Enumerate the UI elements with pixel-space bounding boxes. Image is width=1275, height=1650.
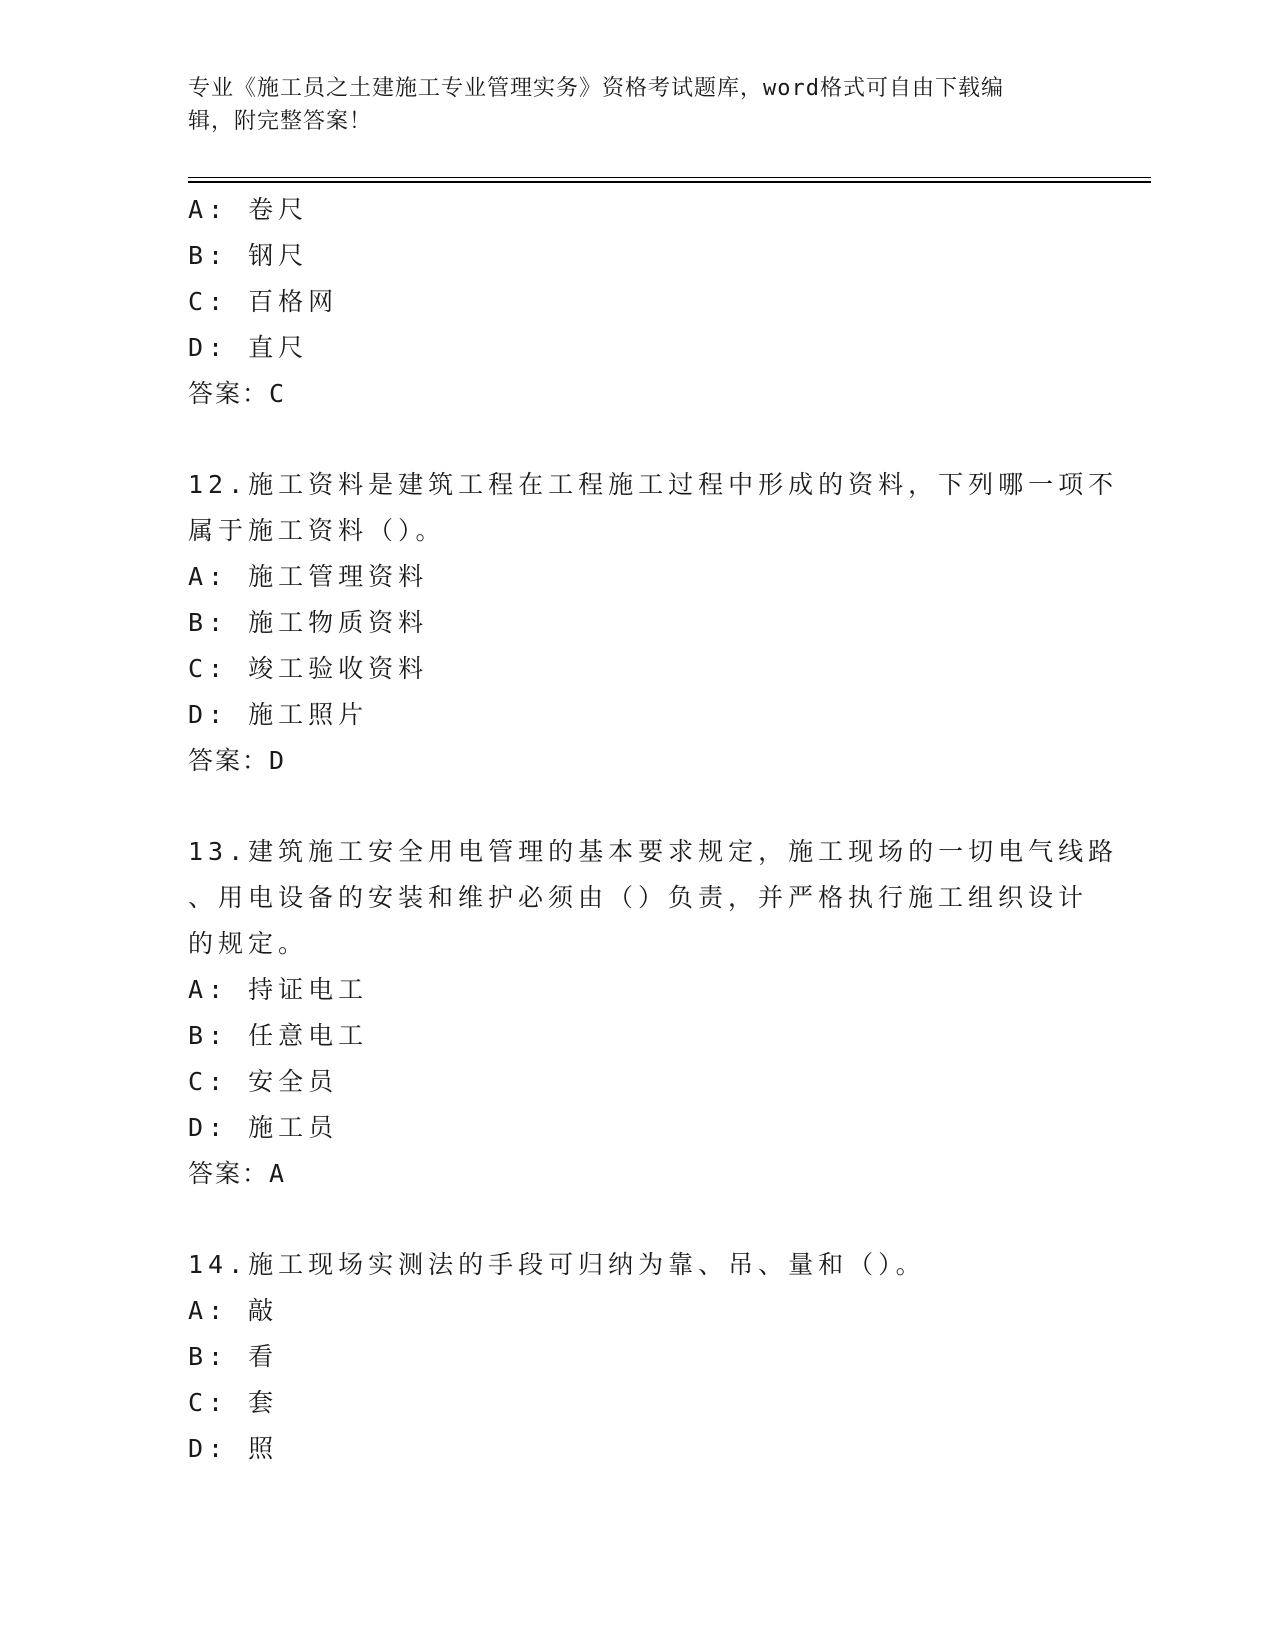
- answer-line: 答案：A: [188, 1159, 287, 1188]
- option-d: D: 照: [188, 1434, 279, 1463]
- stem-line: 的规定。: [188, 929, 309, 958]
- answer-line: 答案：C: [188, 379, 287, 408]
- question-14: [188, 1242, 1088, 1472]
- option-a: A: 敲: [188, 1296, 279, 1325]
- header-divider-thick: [188, 181, 1151, 183]
- header-line-2: 辑，附完整答案！: [188, 109, 373, 134]
- stem-line: 、用电设备的安装和维护必须由（）负责，并严格执行施工组织设计: [188, 883, 1089, 912]
- option-b: B: 施工物质资料: [188, 608, 429, 637]
- document-header: [188, 72, 1068, 138]
- stem-line: 14.施工现场实测法的手段可归纳为靠、吊、量和（）。: [188, 1250, 926, 1279]
- option-d: D: 施工员: [188, 1113, 339, 1142]
- question-stem: [188, 1242, 1088, 1288]
- option-b: B: 任意电工: [188, 1021, 369, 1050]
- stem-line: 12.施工资料是建筑工程在工程施工过程中形成的资料，下列哪一项不: [188, 470, 1119, 499]
- answer-line: 答案：D: [188, 746, 287, 775]
- option-d: D: 直尺: [188, 333, 309, 362]
- option-c: C: 套: [188, 1388, 279, 1417]
- option-c: C: 竣工验收资料: [188, 654, 429, 683]
- option-b: B: 钢尺: [188, 241, 309, 270]
- option-a: A: 持证电工: [188, 975, 369, 1004]
- header-divider-thin: [188, 177, 1151, 178]
- stem-line: 属于施工资料（）。: [188, 516, 446, 545]
- option-c: C: 安全员: [188, 1067, 339, 1096]
- header-line-1: 专业《施工员之土建施工专业管理实务》资格考试题库，word格式可自由下载编: [188, 76, 1004, 101]
- question-13: [188, 829, 1119, 1197]
- option-a: A: 卷尺: [188, 195, 309, 224]
- question-11-continued: [188, 187, 1088, 417]
- question-stem: [188, 462, 1119, 554]
- option-b: B: 看: [188, 1342, 279, 1371]
- stem-line: 13.建筑施工安全用电管理的基本要求规定，施工现场的一切电气线路: [188, 837, 1119, 866]
- question-stem: [188, 829, 1119, 967]
- question-list: [188, 187, 1119, 1472]
- question-12: [188, 462, 1119, 784]
- option-c: C: 百格网: [188, 287, 339, 316]
- option-d: D: 施工照片: [188, 700, 369, 729]
- option-a: A: 施工管理资料: [188, 562, 429, 591]
